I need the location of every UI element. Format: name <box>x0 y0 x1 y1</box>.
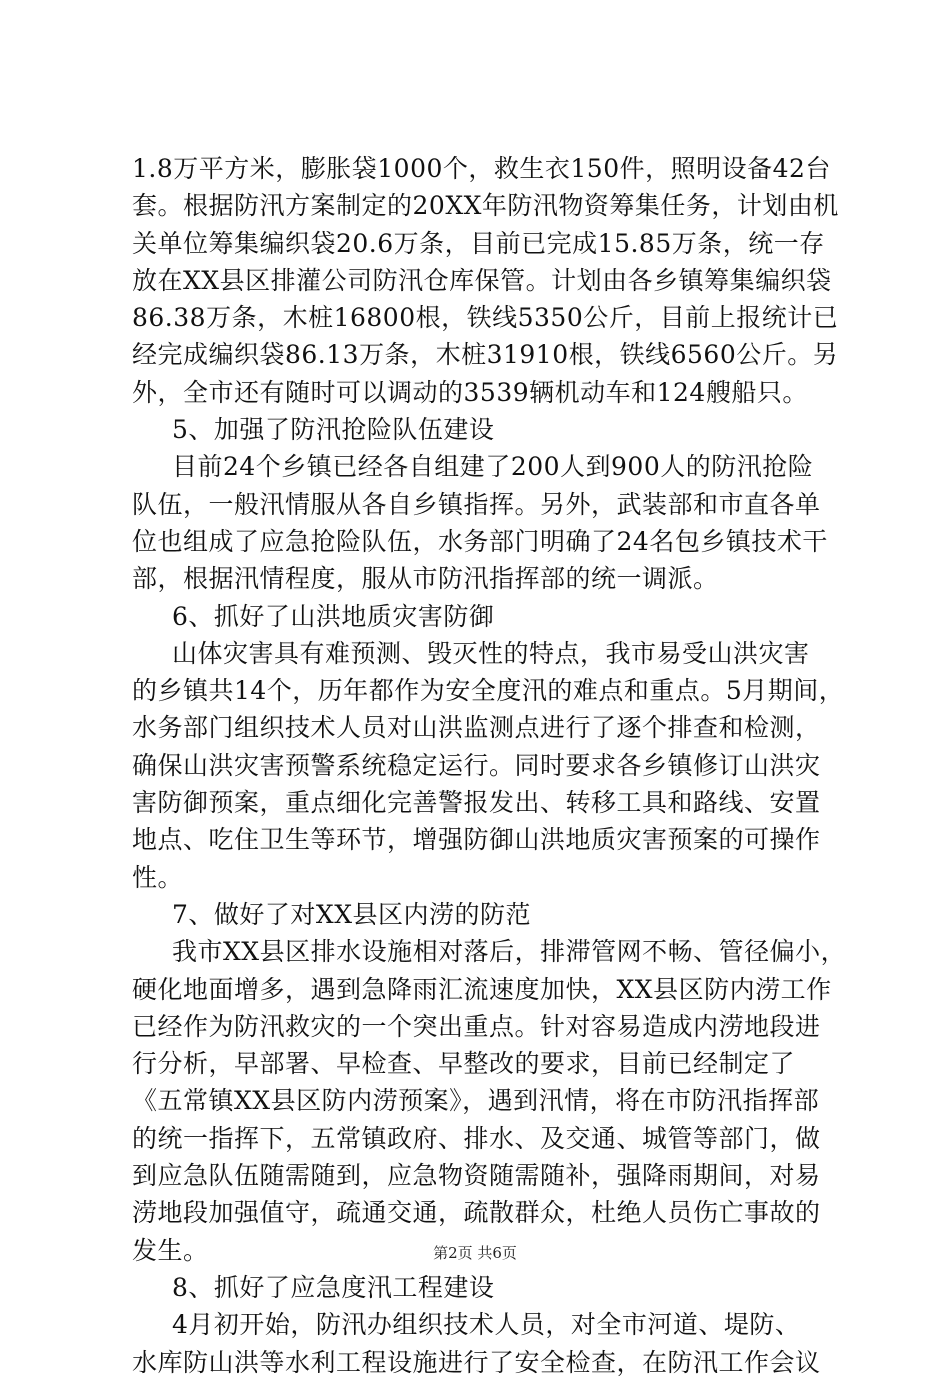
text-line: 8、抓好了应急度汛工程建设 <box>172 1272 495 1302</box>
text-line: 经完成编织袋86.13万条，木桩31910根，铁线6560公斤。另 <box>132 340 839 370</box>
text-line: 害防御预案，重点细化完善警报发出、转移工具和路线、安置 <box>132 788 821 818</box>
text-line: 性。 <box>132 862 184 892</box>
text-line: 山体灾害具有难预测、毁灭性的特点，我市易受山洪灾害 <box>172 638 810 668</box>
text-line: 已经作为防汛救灾的一个突出重点。针对容易造成内涝地段进 <box>132 1011 821 1041</box>
text-line: 6、抓好了山洪地质灾害防御 <box>172 601 495 631</box>
text-line: 外，全市还有随时可以调动的3539辆机动车和124艘船只。 <box>132 377 808 407</box>
text-line: 放在XX县区排灌公司防汛仓库保管。计划由各乡镇筹集编织袋 <box>132 265 832 295</box>
text-line: 86.38万条，木桩16800根，铁线5350公斤，目前上报统计已 <box>132 303 839 333</box>
text-line: 的统一指挥下，五常镇政府、排水、及交通、城管等部门，做 <box>132 1123 821 1153</box>
text-line: 发生。 <box>132 1235 209 1265</box>
text-line: 《五常镇XX县区防内涝预案》，遇到汛情，将在市防汛指挥部 <box>132 1086 820 1116</box>
text-line: 目前24个乡镇已经各自组建了200人到900人的防汛抢险 <box>172 452 814 482</box>
text-line: 4月初开始，防汛办组织技术人员，对全市河道、堤防、 <box>172 1310 801 1340</box>
text-line: 关单位筹集编织袋20.6万条，目前已完成15.85万条，统一存 <box>132 228 825 258</box>
text-line: 5、加强了防汛抢险队伍建设 <box>172 415 495 445</box>
text-line: 我市XX县区排水设施相对落后，排滞管网不畅、管径偏小， <box>172 937 847 967</box>
text-line: 行分析，早部署、早检查、早整改的要求，目前已经制定了 <box>132 1049 796 1079</box>
text-line: 套。根据防汛方案制定的20XX年防汛物资筹集任务，计划由机 <box>132 191 839 221</box>
text-line: 7、做好了对XX县区内涝的防范 <box>172 899 532 929</box>
text-line: 水库防山洪等水利工程设施进行了安全检查，在防汛工作会议 <box>132 1347 821 1377</box>
document-body <box>132 150 847 1381</box>
text-line: 队伍，一般汛情服从各自乡镇指挥。另外，武装部和市直各单 <box>132 489 821 519</box>
page-footer: 第2页 共6页 <box>433 1244 517 1262</box>
text-line: 水务部门组织技术人员对山洪监测点进行了逐个排查和检测， <box>132 713 821 743</box>
text-line: 部，根据汛情程度，服从市防汛指挥部的统一调派。 <box>132 564 719 594</box>
text-line: 涝地段加强值守，疏通交通，疏散群众，杜绝人员伤亡事故的 <box>132 1198 821 1228</box>
text-line: 硬化地面增多，遇到急降雨汇流速度加快，XX县区防内涝工作 <box>132 974 832 1004</box>
text-line: 到应急队伍随需随到，应急物资随需随补，强降雨期间，对易 <box>132 1161 821 1191</box>
text-line: 1.8万平方米，膨胀袋1000个，救生衣150件，照明设备42台 <box>132 154 831 183</box>
text-line: 确保山洪灾害预警系统稳定运行。同时要求各乡镇修订山洪灾 <box>132 750 821 780</box>
text-line: 的乡镇共14个，历年都作为安全度汛的难点和重点。5月期间， <box>132 676 845 706</box>
text-line: 地点、吃住卫生等环节，增强防御山洪地质灾害预案的可操作 <box>132 825 821 855</box>
text-line: 位也组成了应急抢险队伍，水务部门明确了24名包乡镇技术干 <box>132 526 828 556</box>
